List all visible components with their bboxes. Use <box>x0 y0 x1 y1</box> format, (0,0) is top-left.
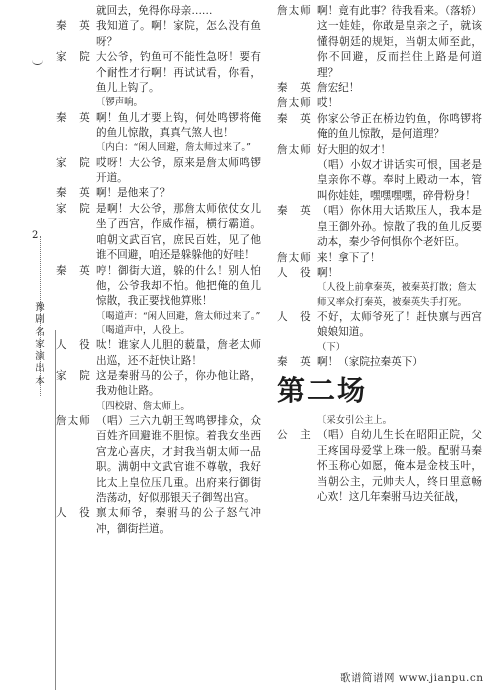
dialogue-entry <box>277 81 482 96</box>
dialogue-entry <box>56 264 261 310</box>
dialogue-text: 这是秦驸马的公子，你办他让路，我劝他让路。 <box>96 369 261 398</box>
dialogue-text: 你家公爷正在桥边钓鱼，你鸣锣将俺的鱼儿惊散，是何道理？ <box>317 112 482 141</box>
speaker-name: 詹太师 <box>277 251 312 264</box>
dialogue-text: 是啊！大公爷，那詹太师依仗女儿坐了西宫，作威作福，横行霸道。咱朝文武百官，庶民百姓，见了他谁不回避，咱还是躲躲他的好哇！ <box>96 202 261 262</box>
dialogue-text: 大公爷，钓鱼可不能性急呀！要有个耐性才行啊！再试试看，你看，鱼儿上钩了。 <box>96 51 261 95</box>
speaker-name: 秦 英 <box>56 20 91 33</box>
dialogue-entry <box>277 204 482 250</box>
speaker-name: 詹太师 <box>277 143 312 156</box>
dialogue-text: 哼！御街大道，躲的什么！别人怕他，公爷我却不怕。他把俺的鱼儿惊散，我正要找他算账！ <box>96 264 261 308</box>
speaker-name: 秦 英 <box>277 112 312 125</box>
dialogue-entry <box>56 506 261 537</box>
page-number: 2 <box>32 230 39 241</box>
dialogue-entry <box>56 369 261 400</box>
dialogue-text: 禀太师爷，秦驸马的公子怒气冲冲，御街拦道。 <box>96 507 261 535</box>
speaker-name: 公 主 <box>277 429 312 442</box>
speaker-name: 人 役 <box>277 266 312 279</box>
dialogue-entry <box>56 338 261 369</box>
stage-direction: 〔锣声响。 <box>96 97 143 109</box>
speaker-name: 秦 英 <box>56 111 91 124</box>
dialogue-entry <box>56 186 261 201</box>
dialogue-entry <box>277 4 482 81</box>
speaker-name: 秦 英 <box>56 264 91 277</box>
dialogue-entry <box>277 428 482 505</box>
dialogue-text: 哎呀！大公爷，原来是詹太师鸣锣开道。 <box>96 156 261 185</box>
dialogue-entry <box>277 143 482 158</box>
speaker-name: 家 院 <box>56 202 91 215</box>
dialogue-text: （唱）你休用大话欺压人，我本是皇王御外孙。惊散了我的鱼儿反要动本，秦少爷何惧你个老奸臣。 <box>317 205 482 249</box>
dialogue-text: 哎！ <box>317 97 339 110</box>
dialogue-entry <box>277 158 482 204</box>
right-column-top <box>277 4 482 370</box>
dialogue-text: 好大胆的奴才！ <box>317 143 392 156</box>
dialogue-entry <box>277 96 482 111</box>
dialogue-text: 啊！（家院拉秦英下） <box>317 355 423 368</box>
speaker-name: 詹太师 <box>277 97 312 110</box>
dialogue-text: （唱）小奴才讲话实可恨，国老是皇亲你不尊。奉时上殿动一本，管叫你娃娃，嘿嘿嘿嘿，碎骨粉身！ <box>317 159 482 202</box>
scene-title: 第二场 <box>277 374 368 408</box>
left-column <box>56 4 261 537</box>
dialogue-text: 啊！是他来了？ <box>96 187 171 200</box>
dialogue-entry <box>56 4 261 19</box>
speaker-name: 人 役 <box>56 507 91 520</box>
dialogue-entry <box>277 355 482 370</box>
speaker-name: 家 院 <box>56 156 91 169</box>
book-title: 豫剧名家演出本 <box>35 302 45 387</box>
stage-direction: 〔内白：“闲人回避，詹太师过来了。” <box>96 142 251 154</box>
stage-direction: 〔四校尉、詹太师上。 <box>96 400 190 412</box>
dialogue-entry <box>56 111 261 142</box>
dialogue-text: 詹宏纪！ <box>317 82 360 95</box>
stage-direction: （下） <box>317 341 346 353</box>
dialogue-text: 不好，太师爷死了！赶快禀与西宫娘娘知道。 <box>317 310 482 339</box>
dialogue-text: （唱）三六九朝王驾鸣锣排众，众百姓齐回避谁不胆惊。着我女坐西宫龙心喜庆，才封我当朝太师一品职。满朝中文武官谁不尊敬，我好比太上皇位压几重。出府来行御街浩荡动，好似那银天子御驾出宫。 <box>96 414 261 504</box>
speaker-name: 秦 英 <box>56 187 91 200</box>
stage-direction: 〔喝道声中，人役上。 <box>96 324 190 336</box>
dialogue-entry <box>277 310 482 341</box>
dialogue-entry <box>277 112 482 143</box>
speaker-name: 秦 英 <box>277 82 312 95</box>
dialogue-entry <box>56 156 261 187</box>
dialogue-entry <box>277 266 482 281</box>
dialogue-text: 来！拿下了！ <box>317 251 381 264</box>
speaker-name: 秦 英 <box>277 355 312 368</box>
speaker-name: 人 役 <box>56 339 91 352</box>
speaker-name: 人 役 <box>277 310 312 323</box>
dialogue-text: 就回去，免得你母亲…… <box>96 5 213 17</box>
dialogue-entry <box>277 251 482 266</box>
dialogue-entry <box>56 50 261 96</box>
stage-direction: 〔喝道声：“闲人回避，詹太师过来了。” <box>96 310 261 322</box>
stage-direction: 〔人役上前拿秦英，被秦英打散；詹太师又率众打秦英，被秦英失手打死。 <box>317 282 477 308</box>
dialogue-entry <box>56 19 261 50</box>
stage-direction: 〔采女引公主上。 <box>317 415 393 427</box>
dialogue-text: 啊！ <box>317 266 339 279</box>
speaker-name: 家 院 <box>56 51 91 64</box>
dialogue-text: 我知道了。啊！家院，怎么没有鱼呀？ <box>96 20 261 48</box>
dialogue-text: （唱）自幼儿生长在昭阳正院，父王疼国母爱掌上珠一般。配驸马秦怀玉称心如愿，俺本是金枝玉叶，当朝公主，元帅夫人，终日里意畅心欢！这几年秦驸马边关征战， <box>317 429 482 503</box>
dialogue-text: 啊！鱼儿才要上钩，何处鸣锣将俺的鱼儿惊散，真真气煞人也！ <box>96 111 261 140</box>
speaker-name: 詹太师 <box>56 414 91 427</box>
speaker-name: 詹太师 <box>277 5 312 17</box>
dialogue-text: 啊！竟有此事？待我看来。（落轿）这一娃娃，你敢是皇亲之子，就该懂得朝廷的规矩，当朝太师至此，你不回避，反而拦住上路是何道理？ <box>317 5 482 79</box>
dialogue-text: 呔！谁家人儿胆的藐量，詹老太师出巡，还不赶快让路！ <box>96 339 261 367</box>
watermark: 歌谱简谱网 www.jianpu.cn <box>340 672 484 684</box>
speaker-name <box>56 4 96 19</box>
right-column <box>277 4 482 505</box>
speaker-name: 家 院 <box>56 369 91 382</box>
right-column-bottom <box>277 414 482 505</box>
margin-mark <box>32 60 43 65</box>
dialogue-entry <box>56 202 261 264</box>
dialogue-entry <box>56 414 261 506</box>
speaker-name <box>277 158 317 204</box>
speaker-name: 秦 英 <box>277 205 312 218</box>
